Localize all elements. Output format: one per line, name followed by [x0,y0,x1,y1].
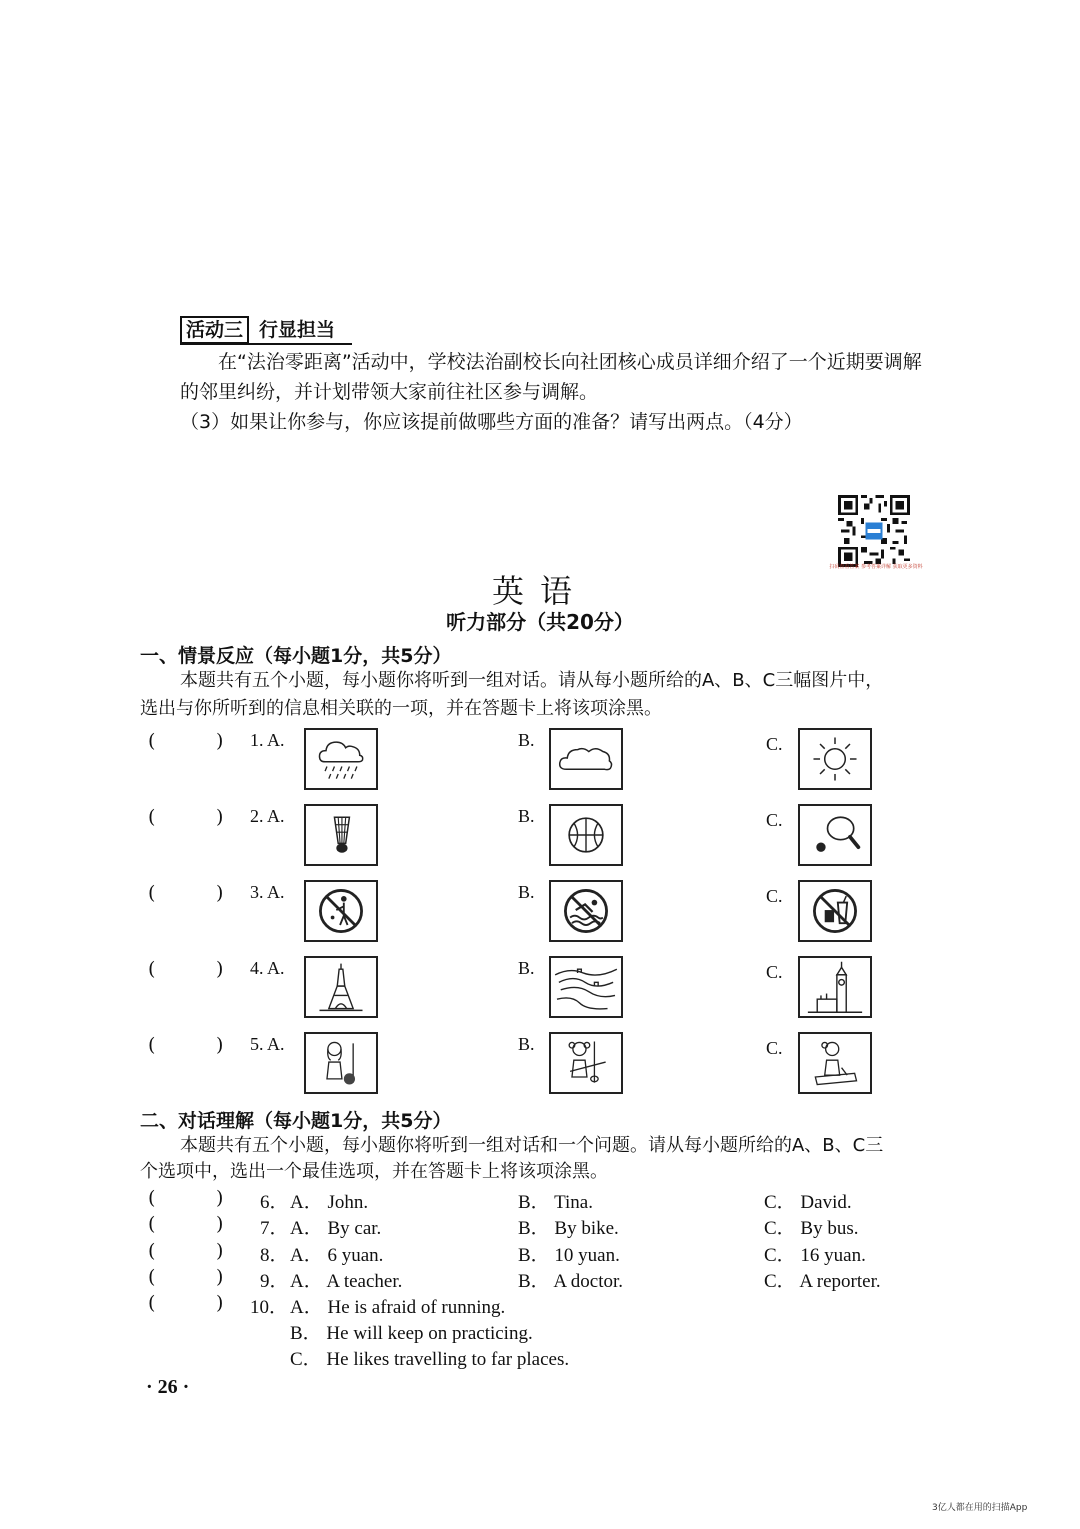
activity-header [180,316,335,344]
answer-paren-close: ) [216,958,224,980]
section1-instruction-line1: 本题共有五个小题，每小题你将听到一组对话。请从每小题所给的A、B、C三幅图片中， [180,670,884,691]
answer-paren-close: ) [216,1240,224,1262]
question-number: 9． [260,1271,289,1292]
section2-title: 二、对话理解（每小题1分，共5分） [140,1110,452,1132]
eiffel-tower-icon[interactable] [304,956,378,1018]
option-b: B． A doctor. [518,1271,624,1292]
section1-title: 一、情景反应（每小题1分，共5分） [140,645,452,667]
question-number: 4. A. [250,958,285,978]
no-littering-icon[interactable] [304,880,378,942]
option-c: C． David. [764,1192,852,1213]
question-number: 10． [250,1297,289,1318]
sun-icon[interactable] [798,728,872,790]
answer-paren-open: ( [148,1240,156,1262]
answer-paren-close: ) [216,1266,224,1288]
rain-cloud-icon[interactable] [304,728,378,790]
answer-paren-open: ( [148,882,156,904]
activity-title: 行显担当 [259,319,336,341]
qr-code[interactable] [838,495,910,567]
option-c-label: C. [766,1038,783,1058]
question-number: 3. A. [250,882,285,902]
option-c-label: C. [766,886,783,906]
option-c-label: C. [766,810,783,830]
answer-paren-open: ( [148,730,156,752]
option-a: A． He is afraid of running. [290,1297,506,1318]
great-wall-icon[interactable] [549,956,623,1018]
activity-paragraph-line2: 的邻里纠纷，并计划带领大家前往社区参与调解。 [180,381,599,403]
option-a: A． John. [290,1192,369,1213]
option-b-label: B. [518,882,535,902]
scanner-app-watermark: 3亿人都在用的扫描App [932,1503,1028,1513]
listening-part-title: 听力部分（共20分） [446,610,634,634]
option-c: C． A reporter. [764,1271,881,1292]
answer-paren-close: ) [216,806,224,828]
option-c-label: C. [766,962,783,982]
activity-tag: 活动三 [180,316,249,344]
answer-paren-close: ) [216,1034,224,1056]
question-number: 1. A. [250,730,285,750]
option-c: C． He likes travelling to far places. [290,1349,570,1370]
question-number: 6． [260,1192,289,1213]
option-a: A． By car. [290,1218,382,1239]
option-a: A． A teacher. [290,1271,403,1292]
answer-paren-close: ) [216,1213,224,1235]
shuttlecock-icon[interactable] [304,804,378,866]
answer-paren-close: ) [216,730,224,752]
option-b: B． He will keep on practicing. [290,1323,533,1344]
qr-caption: 扫码查看答案 参考答案详解 获取更多资料 [829,564,923,570]
girl-painting-icon[interactable] [304,1032,378,1094]
answer-paren-open: ( [148,1187,156,1209]
option-c-label: C. [766,734,783,754]
big-ben-icon[interactable] [798,956,872,1018]
girl-writing-icon[interactable] [798,1032,872,1094]
answer-paren-close: ) [216,1187,224,1209]
answer-paren-open: ( [148,1034,156,1056]
question-number: 8． [260,1245,289,1266]
question-number: 2. A. [250,806,285,826]
answer-paren-open: ( [148,1292,156,1314]
subject-title: 英语 [491,572,588,610]
option-a: A． 6 yuan. [290,1245,384,1266]
answer-paren-open: ( [148,1213,156,1235]
answer-paren-open: ( [148,806,156,828]
option-c: C． 16 yuan. [764,1245,866,1266]
no-food-icon[interactable] [798,880,872,942]
option-b-label: B. [518,1034,535,1054]
answer-paren-close: ) [216,1292,224,1314]
activity-underline [180,343,352,345]
option-b-label: B. [518,958,535,978]
option-b: B． By bike. [518,1218,619,1239]
activity-question: （3）如果让你参与，你应该提前做哪些方面的准备？请写出两点。（4分） [180,411,803,433]
question-number: 7． [260,1218,289,1239]
section2-instruction-line1: 本题共有五个小题，每小题你将听到一组对话和一个问题。请从每小题所给的A、B、C三 [180,1135,884,1156]
girl-erhu-icon[interactable] [549,1032,623,1094]
option-b: B． 10 yuan. [518,1245,620,1266]
answer-paren-open: ( [148,958,156,980]
activity-paragraph-line1: 在“法治零距离”活动中，学校法治副校长向社团核心成员详细介绍了一个近期要调解 [218,351,922,373]
option-b-label: B. [518,730,535,750]
option-b: B． Tina. [518,1192,593,1213]
basketball-icon[interactable] [549,804,623,866]
question-number: 5. A. [250,1034,285,1054]
page-number: · 26 · [146,1376,190,1398]
ping-pong-icon[interactable] [798,804,872,866]
section1-instruction-line2: 选出与你所听到的信息相关联的一项，并在答题卡上将该项涂黑。 [140,698,662,719]
option-b-label: B. [518,806,535,826]
answer-paren-close: ) [216,882,224,904]
option-c: C． By bus. [764,1218,859,1239]
cloud-icon[interactable] [549,728,623,790]
section2-instruction-line2: 个选项中，选出一个最佳选项，并在答题卡上将该项涂黑。 [140,1161,608,1182]
no-swimming-icon[interactable] [549,880,623,942]
answer-paren-open: ( [148,1266,156,1288]
